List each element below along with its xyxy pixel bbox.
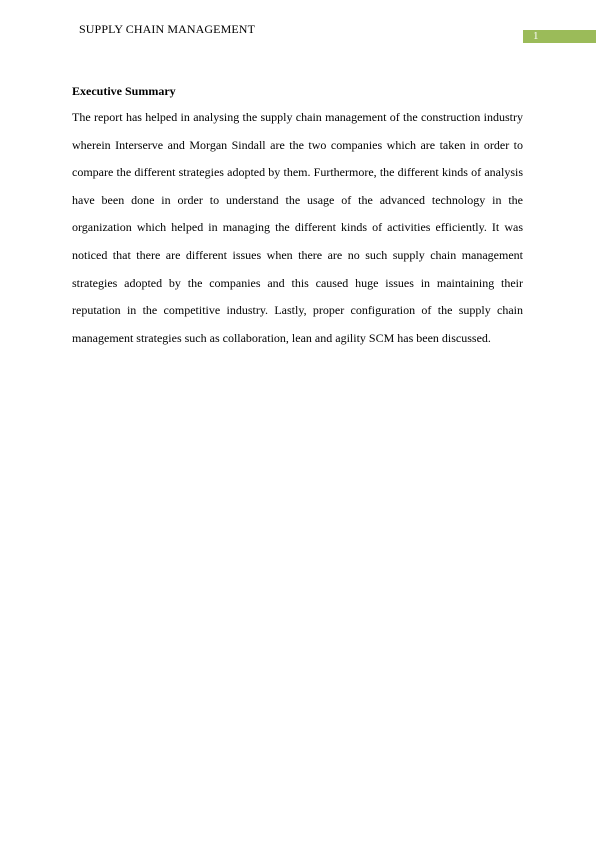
section-body-paragraph: The report has helped in analysing the supply chain management of the construction industry wherein Interserve and Morgan Sindall are the two companies which are taken in order to compare the different strategies adopted by them. Furthermore, the different kinds of analysis have been done in order to understand the usage of the advanced technology in the organization which helped in managing the different kinds of activities efficiently. It was noticed that there are different issues when there are no such supply chain management strategies adopted by the companies and this caused huge issues in maintaining their reputation in the competitive industry. Lastly, proper configuration of the supply chain management strategies such as collaboration, lean and agility SCM has been discussed. xyxy=(72,110,523,345)
page-number: 1 xyxy=(533,30,539,42)
page-number-badge xyxy=(523,30,596,43)
running-header-title: SUPPLY CHAIN MANAGEMENT xyxy=(79,22,255,36)
executive-summary-section xyxy=(72,84,523,359)
section-heading: Executive Summary xyxy=(72,84,176,98)
